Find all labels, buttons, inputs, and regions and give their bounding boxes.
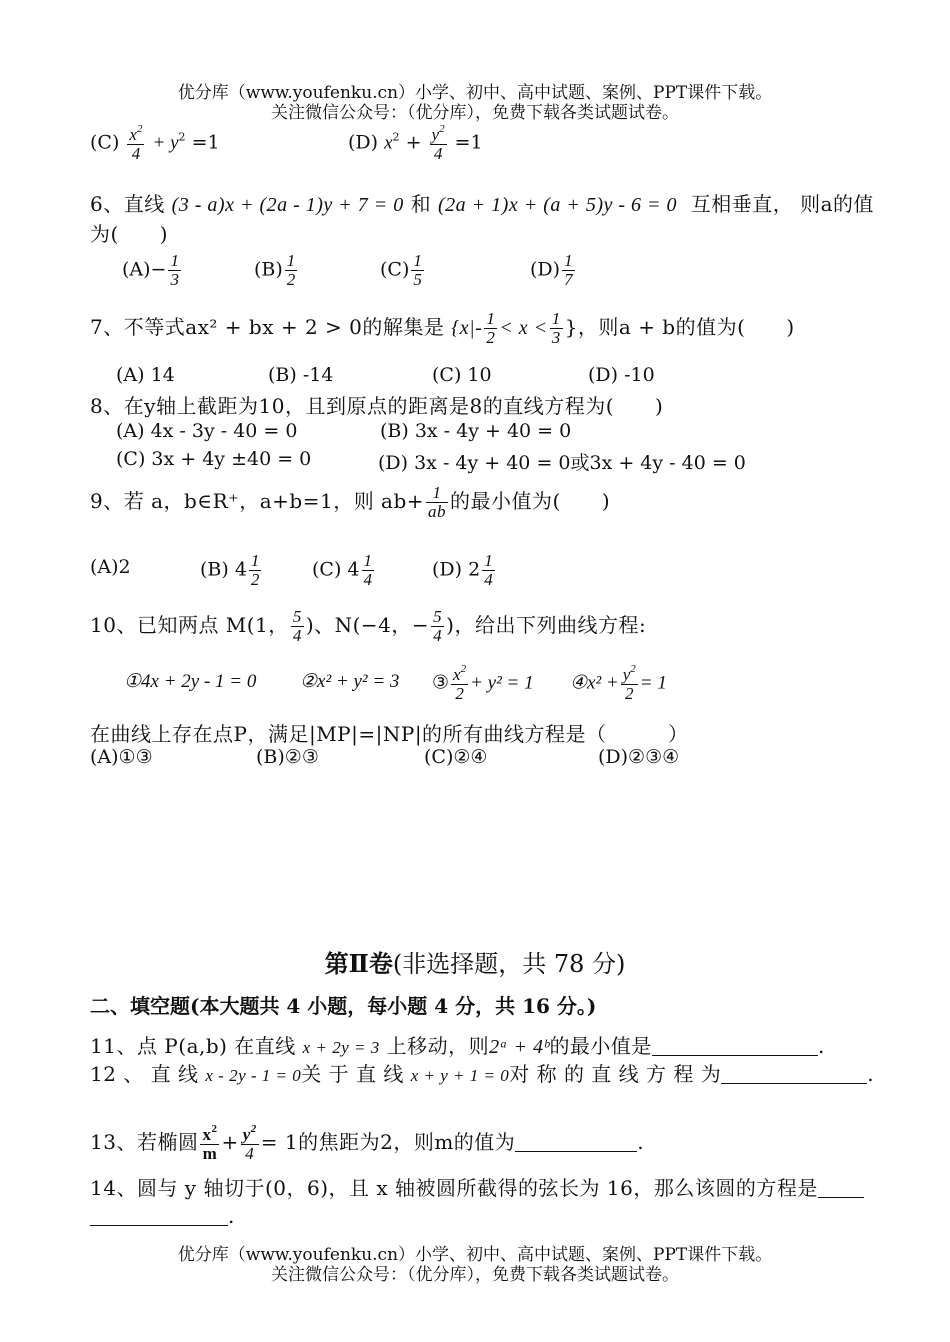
q7-option-b: (B) -14 [268, 364, 334, 386]
q11-answer-blank[interactable] [652, 1037, 818, 1056]
q9-option-d: (D) 2 $\frac{1}{4}$ [432, 551, 493, 589]
q6-option-d: (D) $\frac{1}{7}$ [530, 251, 573, 289]
q6-option-a: (A)− $\frac{1}{3}$ [122, 251, 179, 289]
question-6-stem-2: 为( ) [90, 222, 169, 246]
footer-line-1: 优分库（www.youfenku.cn）小学、初中、高中试题、案例、PPT课件下载。 [177, 1245, 773, 1265]
q7-option-d: (D) -10 [588, 364, 655, 386]
q14-answer-blank-1[interactable] [818, 1179, 864, 1198]
q10-option-b: (B)②③ [256, 746, 319, 768]
q9-option-b: (B) 4 $\frac{1}{2}$ [200, 551, 260, 589]
q8-option-a: (A) 4x - 3y - 40 = 0 [116, 420, 298, 442]
q8-option-d: (D) 3x - 4y + 40 = 0或3x + 4y - 40 = 0 [378, 452, 746, 474]
question-10-stem: 10、已知两点 M(1， $\frac{5}{4}$ )、N(−4，− $\frac{5}{4}$ )，给出下列曲线方程: [90, 607, 647, 645]
question-7-stem: 7、不等式ax² + bx + 2 > 0的解集是 {x|- $\frac{1}{2}$ < x < $\frac{1}{3}$ }，则a + b的值为( ) [90, 309, 795, 347]
q10-curve-1: ①4x + 2y - 1 = 0 [124, 671, 257, 692]
question-8-stem: 8、在y轴上截距为10，且到原点的距离是8的直线方程为( ) [90, 394, 664, 418]
q12-answer-blank[interactable] [721, 1065, 867, 1084]
question-9-stem: 9、若 a，b∈R⁺，a+b=1，则 ab+ $\frac{1}{ab}$ 的最小值为( ) [90, 483, 611, 521]
q8-option-c: (C) 3x + 4y ±40 = 0 [116, 448, 312, 470]
q7-option-c: (C) 10 [432, 364, 492, 386]
q6-option-b: (B) $\frac{1}{2}$ [254, 251, 296, 289]
q10-curve-2: ②x² + y² = 3 [300, 671, 400, 692]
q5-option-c: (C) $\frac{x^2}{4}$ + $y^2 =1$ [90, 123, 220, 163]
part-2-title: 第Ⅱ卷(非选择题，共 78 分) [324, 949, 626, 978]
question-11: 11、点 P(a,b) 在直线 x + 2y = 3 上移动，则2ᵃ + 4ᵇ的最小值是 . [90, 1034, 825, 1058]
q10-curve-3: ③ $\frac{x^2}{2}$ + y² = 1 [432, 663, 534, 703]
q13-answer-blank[interactable] [515, 1133, 637, 1152]
q10-curve-4: ④x² + $\frac{y^2}{2}$ = 1 [570, 663, 667, 703]
question-14: 14、圆与 y 轴切于(0，6)，且 x 轴被圆所截得的弦长为 16，那么该圆的方程是 [90, 1172, 864, 1201]
q10-option-a: (A)①③ [90, 746, 153, 768]
question-13: 13、若椭圆 $\frac{x^2}{m}$ + $\frac{y^2}{4}$ = 1的焦距为2，则m的值为 . [90, 1123, 645, 1163]
q8-option-b: (B) 3x - 4y + 40 = 0 [380, 420, 572, 442]
q10-option-c: (C)②④ [424, 746, 488, 768]
q5-option-d: (D) $x^2$ + $\frac{y^2}{4}$ =1 [348, 123, 483, 163]
q9-option-a: (A)2 [90, 556, 131, 578]
q14-answer-blank-2[interactable] [90, 1207, 228, 1226]
question-12: 12 、 直 线 x - 2y - 1 = 0关 于 直 线 x + y + 1 = 0对 称 的 直 线 方 程 为 . [90, 1062, 875, 1086]
q6-option-c: (C) $\frac{1}{5}$ [380, 251, 422, 289]
question-10-ask: 在曲线上存在点P，满足|MP|=|NP|的所有曲线方程是（ ） [90, 722, 689, 746]
q9-option-c: (C) 4 $\frac{1}{4}$ [312, 551, 372, 589]
section-fill-blank-heading: 二、填空题(本大题共 4 小题，每小题 4 分，共 16 分。) [90, 994, 597, 1018]
question-14-cont: . [90, 1204, 235, 1228]
header-line-2: 关注微信公众号：（优分库），免费下载各类试题试卷。 [271, 103, 679, 123]
header-line-1: 优分库（www.youfenku.cn）小学、初中、高中试题、案例、PPT课件下载。 [177, 83, 773, 103]
question-6-stem: 6、直线 (3 - a)x + (2a - 1)y + 7 = 0 和 (2a + 1)x + (a + 5)y - 6 = 0 互相垂直， 则a的值 [90, 192, 875, 216]
q7-option-a: (A) 14 [116, 364, 175, 386]
footer-line-2: 关注微信公众号：（优分库），免费下载各类试题试卷。 [271, 1265, 679, 1285]
q10-option-d: (D)②③④ [598, 746, 680, 768]
